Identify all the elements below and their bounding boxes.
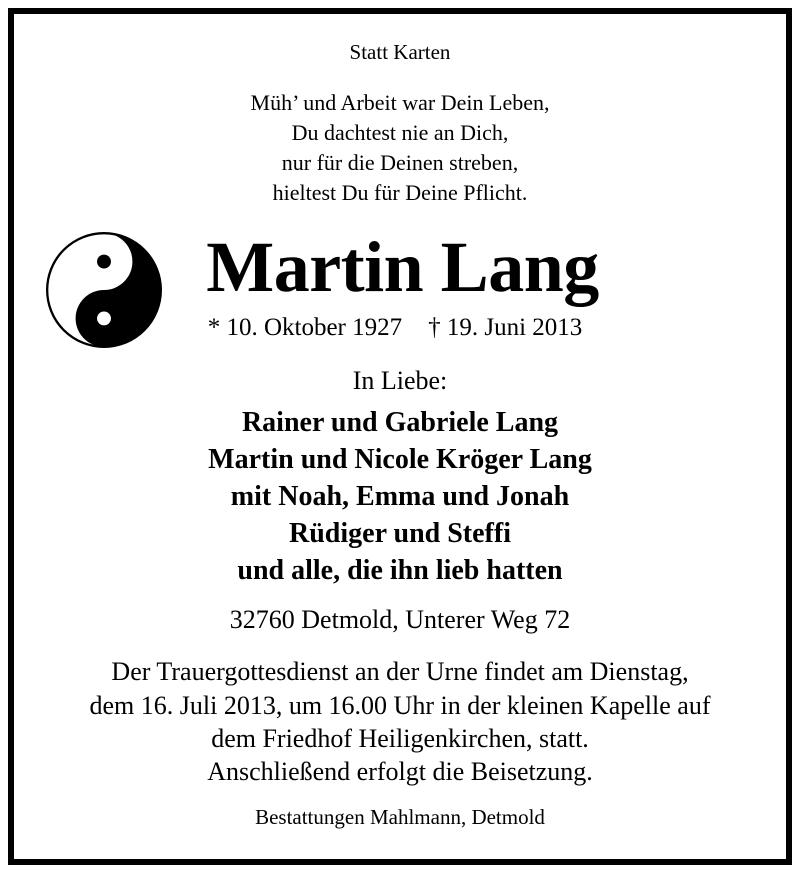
- verse-line: nur für die Deinen streben,: [281, 150, 519, 175]
- address: 32760 Detmold, Unterer Weg 72: [229, 605, 571, 634]
- service-line: Der Trauergottesdienst an der Urne findet am Dienstag,: [111, 657, 689, 686]
- verse-line: Müh’ und Arbeit war Dein Leben,: [250, 90, 550, 115]
- mourner-line: Rainer und Gabriele Lang: [241, 407, 559, 438]
- verse-line: Du dachtest nie an Dich,: [291, 120, 509, 145]
- life-dates: [180, 314, 610, 342]
- death-date: † 19. Juni 2013: [428, 314, 583, 341]
- service-line: Anschließend erfolgt die Beisetzung.: [207, 757, 593, 786]
- mourner-line: Rüdiger und Steffi: [289, 518, 511, 549]
- in-love-label: In Liebe:: [352, 366, 448, 395]
- mourner-line: und alle, die ihn lieb hatten: [237, 555, 563, 586]
- undertaker: Bestattungen Mahlmann, Detmold: [255, 805, 545, 829]
- service-line: dem Friedhof Heiligenkirchen, statt.: [211, 724, 589, 753]
- deceased-name: Martin Lang: [206, 227, 599, 307]
- service-line: dem 16. Juli 2013, um 16.00 Uhr in der kleinen Kapelle auf: [89, 691, 711, 720]
- verse-line: hieltest Du für Deine Pflicht.: [272, 180, 528, 205]
- mourner-line: Martin und Nicole Kröger Lang: [208, 444, 592, 475]
- yin-yang-icon: [46, 232, 162, 348]
- mourner-line: mit Noah, Emma und Jonah: [230, 481, 570, 512]
- header-text: Statt Karten: [349, 40, 451, 64]
- birth-date: * 10. Oktober 1927: [207, 314, 403, 341]
